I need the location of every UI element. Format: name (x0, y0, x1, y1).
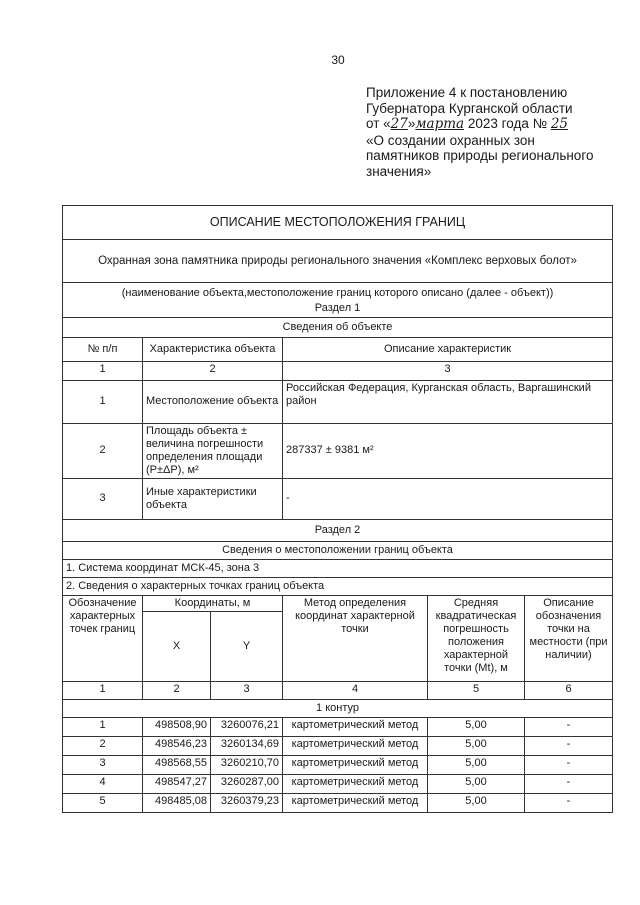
appendix-year: 2023 года № (464, 116, 551, 131)
point-id: 5 (63, 793, 143, 812)
col-np-header: № п/п (63, 337, 143, 361)
col-index: 2 (143, 361, 283, 380)
table-row (63, 717, 613, 736)
table-row (63, 478, 613, 519)
point-description: - (525, 736, 613, 755)
point-y: 3260076,21 (211, 717, 283, 736)
appendix-line-6: значения» (366, 163, 432, 179)
col-char-header: Характеристика объекта (143, 337, 283, 361)
appendix-line-2: Губернатора Курганской области (366, 100, 573, 116)
row-description: 287337 ± 9381 м² (283, 423, 613, 478)
row-description: Российская Федерация, Курганская область, Варгашинский район (283, 380, 613, 423)
col-desc-header: Описание характеристик (283, 337, 613, 361)
header-method: Метод определения координат характерной точки (283, 595, 428, 681)
point-x: 498568,55 (143, 755, 211, 774)
point-description: - (525, 717, 613, 736)
table-row (63, 793, 613, 812)
col-index: 2 (143, 681, 211, 699)
row-number: 3 (63, 478, 143, 519)
appendix-header (366, 85, 626, 179)
point-id: 1 (63, 717, 143, 736)
doc-title: ОПИСАНИЕ МЕСТОПОЛОЖЕНИЯ ГРАНИЦ (63, 206, 613, 240)
appendix-line-4: «О создании охранных зон (366, 132, 535, 148)
point-description: - (525, 774, 613, 793)
appendix-line-5: памятников природы регионального (366, 148, 594, 163)
point-error: 5,00 (428, 736, 525, 755)
boundaries-heading: Сведения о местоположении границ объекта (63, 541, 613, 559)
section-1-title: Раздел 1 (63, 301, 613, 317)
point-id: 4 (63, 774, 143, 793)
page-number: 30 (331, 53, 345, 67)
header-error: Средняя квадратическая погрешность положения характерной точки (Mt), м (428, 595, 525, 681)
appendix-line-1: Приложение 4 к постановлению (366, 85, 568, 100)
header-point: Обозначение характерных точек границ (63, 595, 143, 681)
point-method: картометрический метод (283, 755, 428, 774)
header-x: X (143, 611, 211, 681)
table-row (63, 380, 613, 423)
point-method: картометрический метод (283, 774, 428, 793)
table-row (63, 774, 613, 793)
point-y: 3260210,70 (211, 755, 283, 774)
point-y: 3260134,69 (211, 736, 283, 755)
boundary-description-table (62, 205, 613, 813)
handwritten-day: 27 (390, 116, 408, 132)
appendix-line-3 (366, 116, 626, 133)
point-error: 5,00 (428, 793, 525, 812)
point-error: 5,00 (428, 774, 525, 793)
point-id: 3 (63, 755, 143, 774)
col-index: 3 (211, 681, 283, 699)
point-method: картометрический метод (283, 793, 428, 812)
point-description: - (525, 755, 613, 774)
row-characteristic: Местоположение объекта (143, 380, 283, 423)
point-error: 5,00 (428, 755, 525, 774)
point-method: картометрический метод (283, 717, 428, 736)
section-2-title: Раздел 2 (63, 519, 613, 541)
row-description: - (283, 478, 613, 519)
col-index: 5 (428, 681, 525, 699)
point-method: картометрический метод (283, 736, 428, 755)
row-characteristic: Иные характеристики объекта (143, 478, 283, 519)
points-heading: 2. Сведения о характерных точках границ объекта (63, 577, 613, 595)
point-y: 3260379,23 (211, 793, 283, 812)
point-x: 498485,08 (143, 793, 211, 812)
table-row (63, 423, 613, 478)
header-coords: Координаты, м (143, 595, 283, 611)
point-id: 2 (63, 736, 143, 755)
row-characteristic: Площадь объекта ± величина погрешности определения площади (P±ΔP), м² (143, 423, 283, 478)
point-description: - (525, 793, 613, 812)
object-name: Охранная зона памятника природы регионального значения «Комплекс верховых болот» (63, 240, 613, 283)
object-info-heading: Сведения об объекте (63, 317, 613, 337)
row-number: 1 (63, 380, 143, 423)
col-index: 1 (63, 361, 143, 380)
row-number: 2 (63, 423, 143, 478)
point-x: 498546,23 (143, 736, 211, 755)
contour-label: 1 контур (63, 699, 613, 717)
coord-system: 1. Система координат МСК-45, зона 3 (63, 559, 613, 577)
table-row (63, 736, 613, 755)
handwritten-number: 25 (550, 116, 569, 132)
point-x: 498547,27 (143, 774, 211, 793)
header-y: Y (211, 611, 283, 681)
col-index: 1 (63, 681, 143, 699)
handwritten-month: марта (415, 116, 465, 132)
point-y: 3260287,00 (211, 774, 283, 793)
object-caption: (наименование объекта,местоположение границ которого описано (далее - объект)) (63, 283, 613, 302)
point-error: 5,00 (428, 717, 525, 736)
col-index: 4 (283, 681, 428, 699)
col-index: 3 (283, 361, 613, 380)
header-description: Описание обозначения точки на местности (при наличии) (525, 595, 613, 681)
appendix-quote: » (407, 116, 416, 131)
col-index: 6 (525, 681, 613, 699)
table-row (63, 755, 613, 774)
appendix-ot: от « (366, 116, 391, 131)
point-x: 498508,90 (143, 717, 211, 736)
